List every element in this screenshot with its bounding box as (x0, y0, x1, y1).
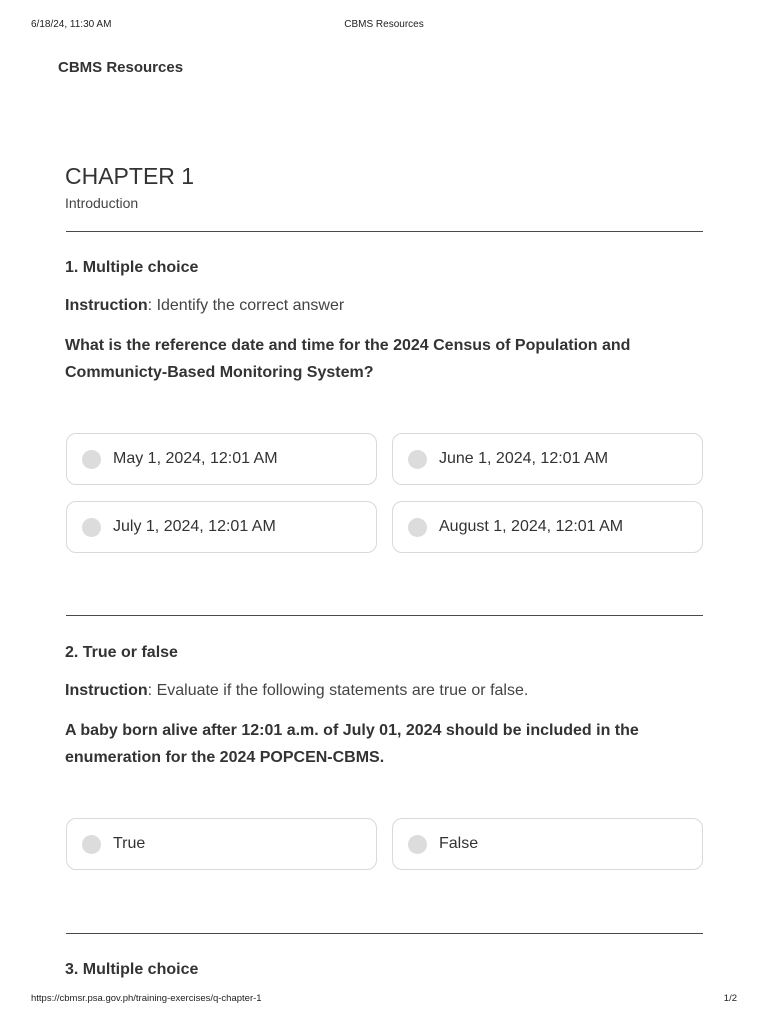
option-label: August 1, 2024, 12:01 AM (439, 518, 624, 535)
instruction-label: Instruction (65, 682, 148, 699)
chapter-subtitle: Introduction (65, 195, 139, 211)
question-1-option-1[interactable] (66, 433, 377, 485)
question-1-instruction (65, 297, 344, 315)
print-header (31, 19, 737, 33)
section-divider (66, 231, 703, 232)
question-2-option-false[interactable] (392, 818, 703, 870)
radio-circle-icon[interactable] (82, 450, 101, 469)
option-label: False (439, 835, 479, 852)
radio-circle-icon[interactable] (408, 450, 427, 469)
radio-circle-icon[interactable] (408, 518, 427, 537)
print-doc-title: CBMS Resources (344, 19, 424, 30)
radio-circle-icon[interactable] (408, 835, 427, 854)
instruction-text: : Identify the correct answer (147, 297, 345, 314)
question-1-text: What is the reference date and time for the 2024 Census of Population and Communicty-Based Monitoring System? (65, 337, 631, 381)
option-label: True (113, 835, 146, 852)
site-title-link[interactable]: CBMS Resources (58, 59, 184, 76)
option-label: May 1, 2024, 12:01 AM (113, 450, 278, 467)
section-divider (66, 615, 703, 616)
print-url: https://cbmsr.psa.gov.ph/training-exercises/q-chapter-1 (31, 993, 262, 1004)
question-1-option-4[interactable] (392, 501, 703, 553)
option-label: July 1, 2024, 12:01 AM (113, 518, 276, 535)
question-2-instruction (65, 682, 528, 700)
question-1-option-2[interactable] (392, 433, 703, 485)
radio-circle-icon[interactable] (82, 835, 101, 854)
question-2-heading: 2. True or false (65, 644, 178, 661)
print-footer (31, 993, 737, 1007)
instruction-text: : Evaluate if the following statements are true or false. (147, 682, 529, 699)
option-label: June 1, 2024, 12:01 AM (439, 450, 609, 467)
question-2-option-true[interactable] (66, 818, 377, 870)
print-page-number: 1/2 (723, 993, 737, 1004)
print-datetime: 6/18/24, 11:30 AM (31, 19, 112, 30)
radio-circle-icon[interactable] (82, 518, 101, 537)
instruction-label: Instruction (65, 297, 148, 314)
section-divider (66, 933, 703, 934)
question-2-text: A baby born alive after 12:01 a.m. of July 01, 2024 should be included in the enumeration for the 2024 POPCEN-CBMS. (65, 722, 639, 766)
question-1-option-3[interactable] (66, 501, 377, 553)
question-1-heading: 1. Multiple choice (65, 259, 199, 276)
chapter-title: CHAPTER 1 (65, 163, 195, 189)
question-3-heading: 3. Multiple choice (65, 961, 199, 978)
